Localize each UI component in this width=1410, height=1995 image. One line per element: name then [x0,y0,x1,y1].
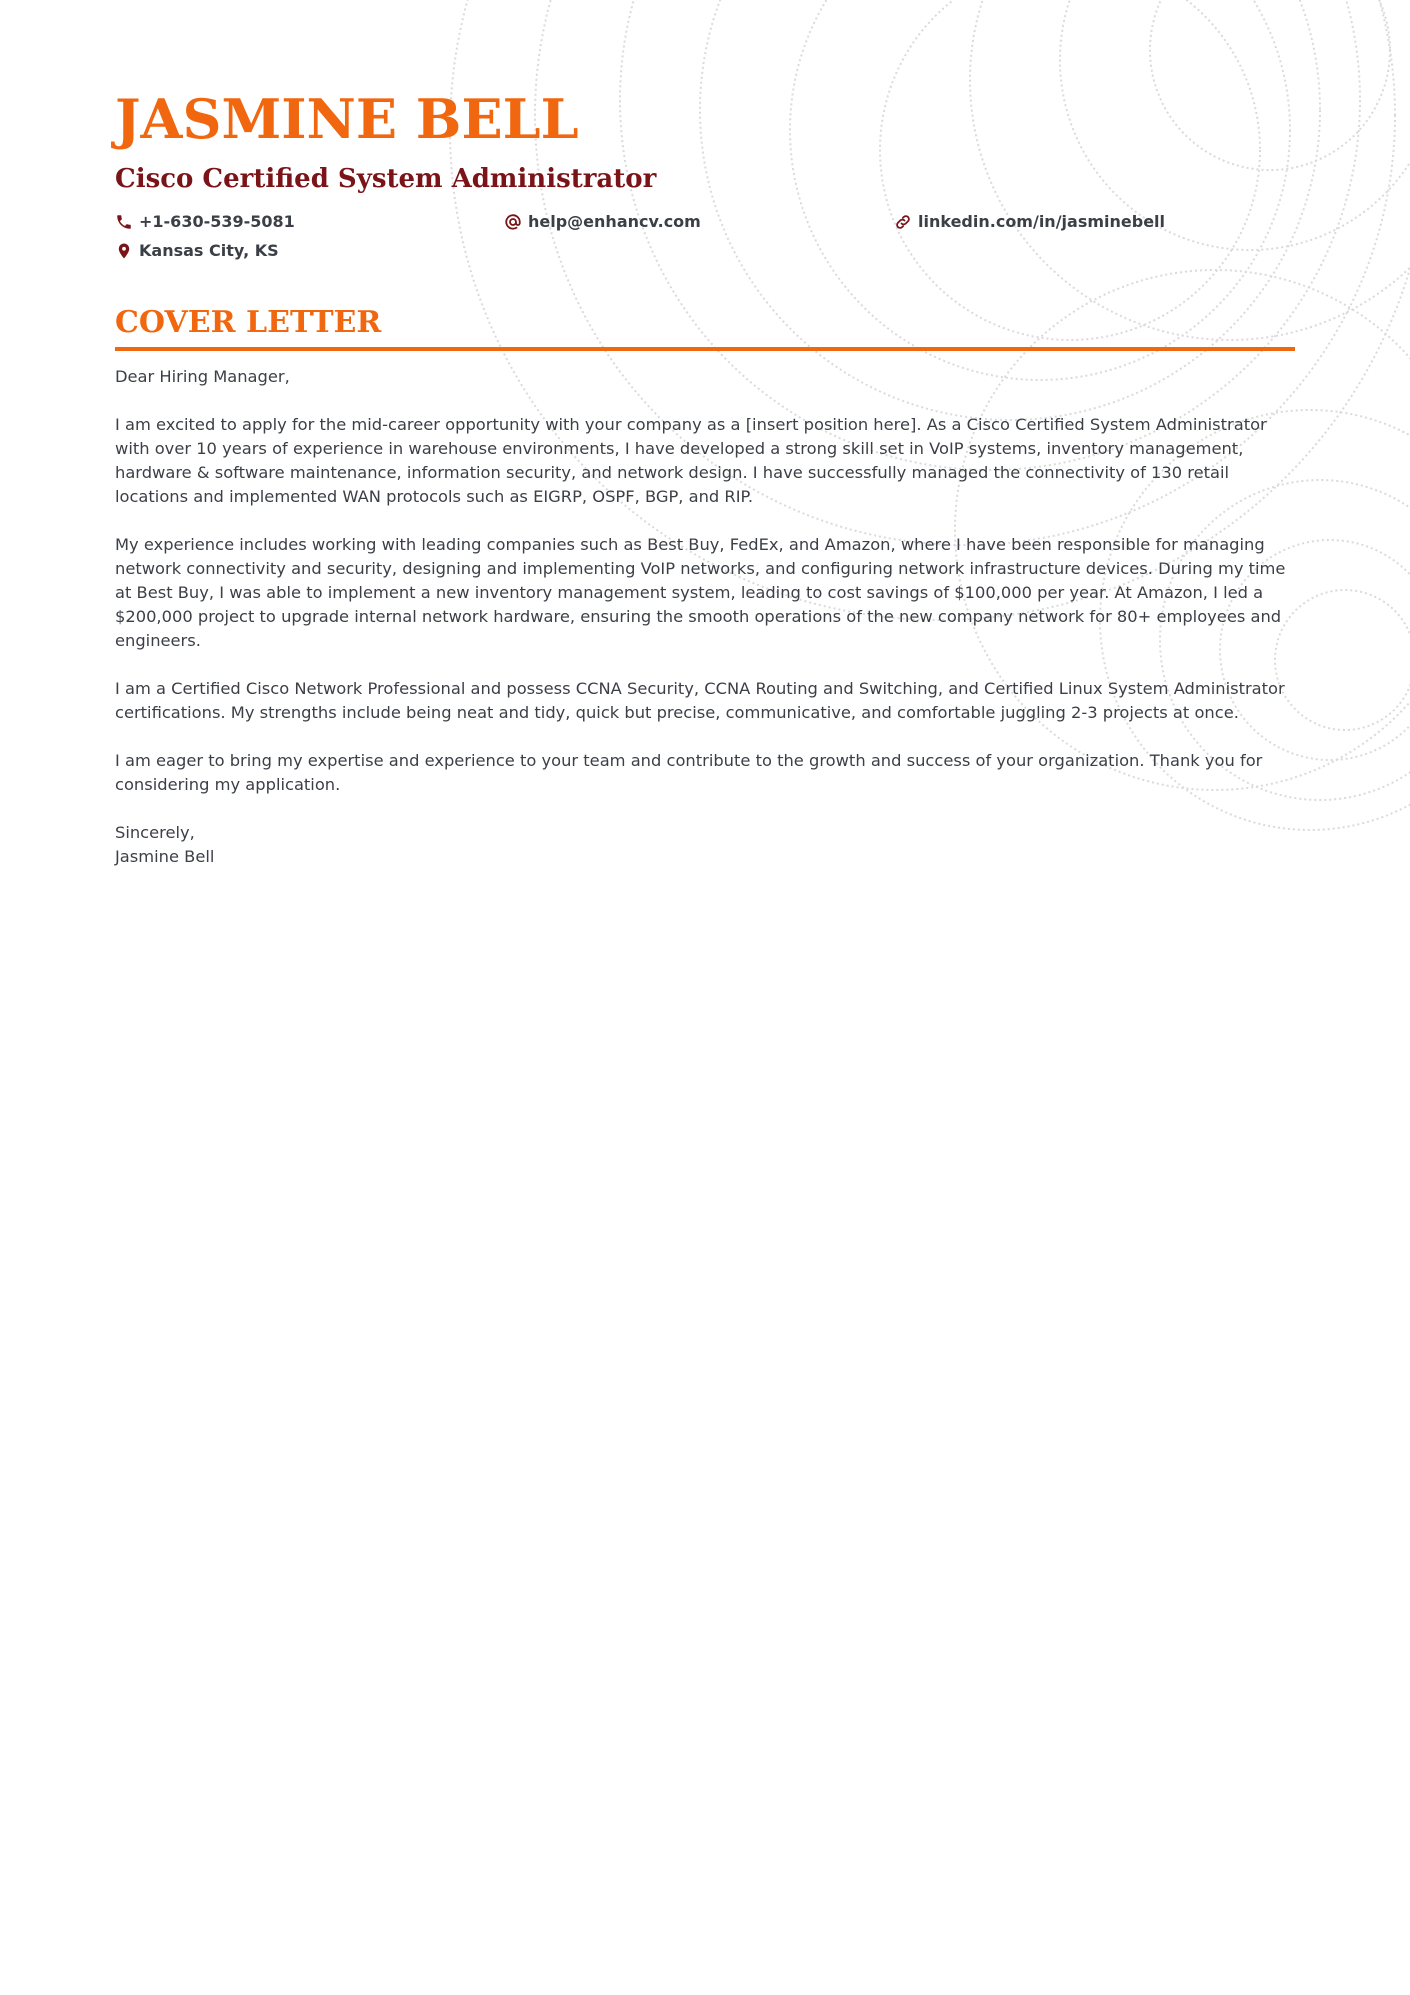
section-divider [115,347,1295,351]
link-icon [894,213,912,231]
contact-email[interactable] [504,213,701,231]
candidate-title: Cisco Certified System Administrator [115,164,657,194]
phone-icon [115,213,133,231]
email-text[interactable]: help@enhancv.com [528,212,701,231]
linkedin-text[interactable]: linkedin.com/in/jasminebell [918,212,1166,231]
letter-closing: Sincerely, [115,823,195,842]
section-title-cover-letter: COVER LETTER [115,305,382,340]
letter-body [115,365,1295,869]
letter-paragraph: I am a Certified Cisco Network Professional and possess CCNA Security, CCNA Routing and Switching, and Certified Linux System Administrator certifications. My strengths include being neat and tidy, quick but precise, communicative, and comfortable juggling 2-3 projects at once. [115,679,1285,722]
location-text: Kansas City, KS [139,241,279,260]
phone-text: +1-630-539-5081 [139,212,295,231]
letter-salutation: Dear Hiring Manager, [115,367,290,386]
candidate-name: JASMINE BELL [115,87,579,151]
at-icon [504,213,522,231]
contact-linkedin[interactable] [894,213,1165,231]
letter-paragraph: I am eager to bring my expertise and experience to your team and contribute to the growth and success of your organization. Thank you for considering my application. [115,751,1263,794]
letter-paragraph: My experience includes working with leading companies such as Best Buy, FedEx, and Amazon, where I have been responsible for managing network connectivity and security, designing and implementing VoIP networks, and configuring network infrastructure devices. During my time at Best Buy, I was able to implement a new inventory management system, leading to cost savings of $100,000 per year. At Amazon, I led a $200,000 project to upgrade internal network hardware, ensuring the smooth operations of the new company network for 80+ employees and engineers. [115,535,1286,650]
contact-location [115,242,279,260]
letter-paragraph: I am excited to apply for the mid-career opportunity with your company as a [insert position here]. As a Cisco Certified System Administrator with over 10 years of experience in warehouse environments, I have developed a strong skill set in VoIP systems, inventory management, hardware & software maintenance, information security, and network design. I have successfully managed the connectivity of 130 retail locations and implemented WAN protocols such as EIGRP, OSPF, BGP, and RIP. [115,415,1267,506]
location-pin-icon [115,242,133,260]
letter-signature: Jasmine Bell [115,847,215,866]
contact-phone [115,213,295,231]
